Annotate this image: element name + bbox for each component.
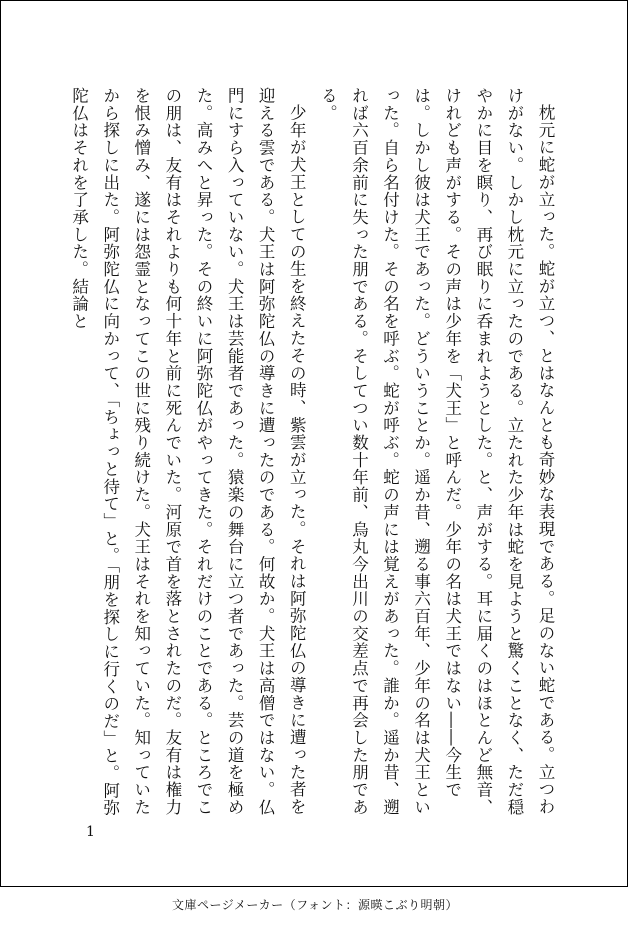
paragraph-2: 少年が犬王としての生を終えたその時、紫雲が立った。それは阿弥陀仏の導きに遭った者を迎える雲である。犬王は阿弥陀仏の導きに遭ったのである。何故か。犬王は高僧ではない。仏門にすら入っていない。犬王は芸能者であった。猿楽の舞台に立つ者であった。芸の道を極めた。高みへと昇った。その終いに阿弥陀仏がやってきた。それだけのことである。ところでこの朋は、友有はそれよりも何十年と前に死んでいた。河原で首を落とされたのだ。友有は権力を恨み憎み、遂には怨霊となってこの世に残り続けた。犬王はそれを知っていた。知っていたから探しに出た。阿弥陀仏に向かって、「ちょっと待て」と。「朋を探しに行くのだ」と。阿弥陀仏はそれを了承した。結論と: [69, 87, 307, 817]
page-number: 1: [86, 824, 95, 840]
paragraph-1: 枕元に蛇が立った。蛇が立つ、とはなんとも奇妙な表現である。足のない蛇である。立つわけがない。しかし枕元に立ったのである。立たれた少年は蛇を見ようと驚くことなく、ただ穏やかに目を瞑り、再び眠りに呑まれようとした。と、声がする。耳に届くのはほとんど無音、けれども声がする。その声は少年を「犬王」と呼んだ。少年の名は犬王ではない――今生では。しかし彼は犬王であった。どういうことか。遥か昔、遡る事六百年、少年の名は犬王といった。自ら名付けた。その名を呼ぶ。蛇が呼ぶ。蛇の声には覚えがあった。誰か。遥か昔、遡れば六百余前に失った朋である。そしてつい数十年前、烏丸今出川の交差点で再会した朋である。: [318, 87, 555, 816]
footer-credit: 文庫ページメーカー（フォント：源暎こぶり明朝）: [171, 898, 459, 912]
vertical-body-text: [69, 87, 561, 827]
